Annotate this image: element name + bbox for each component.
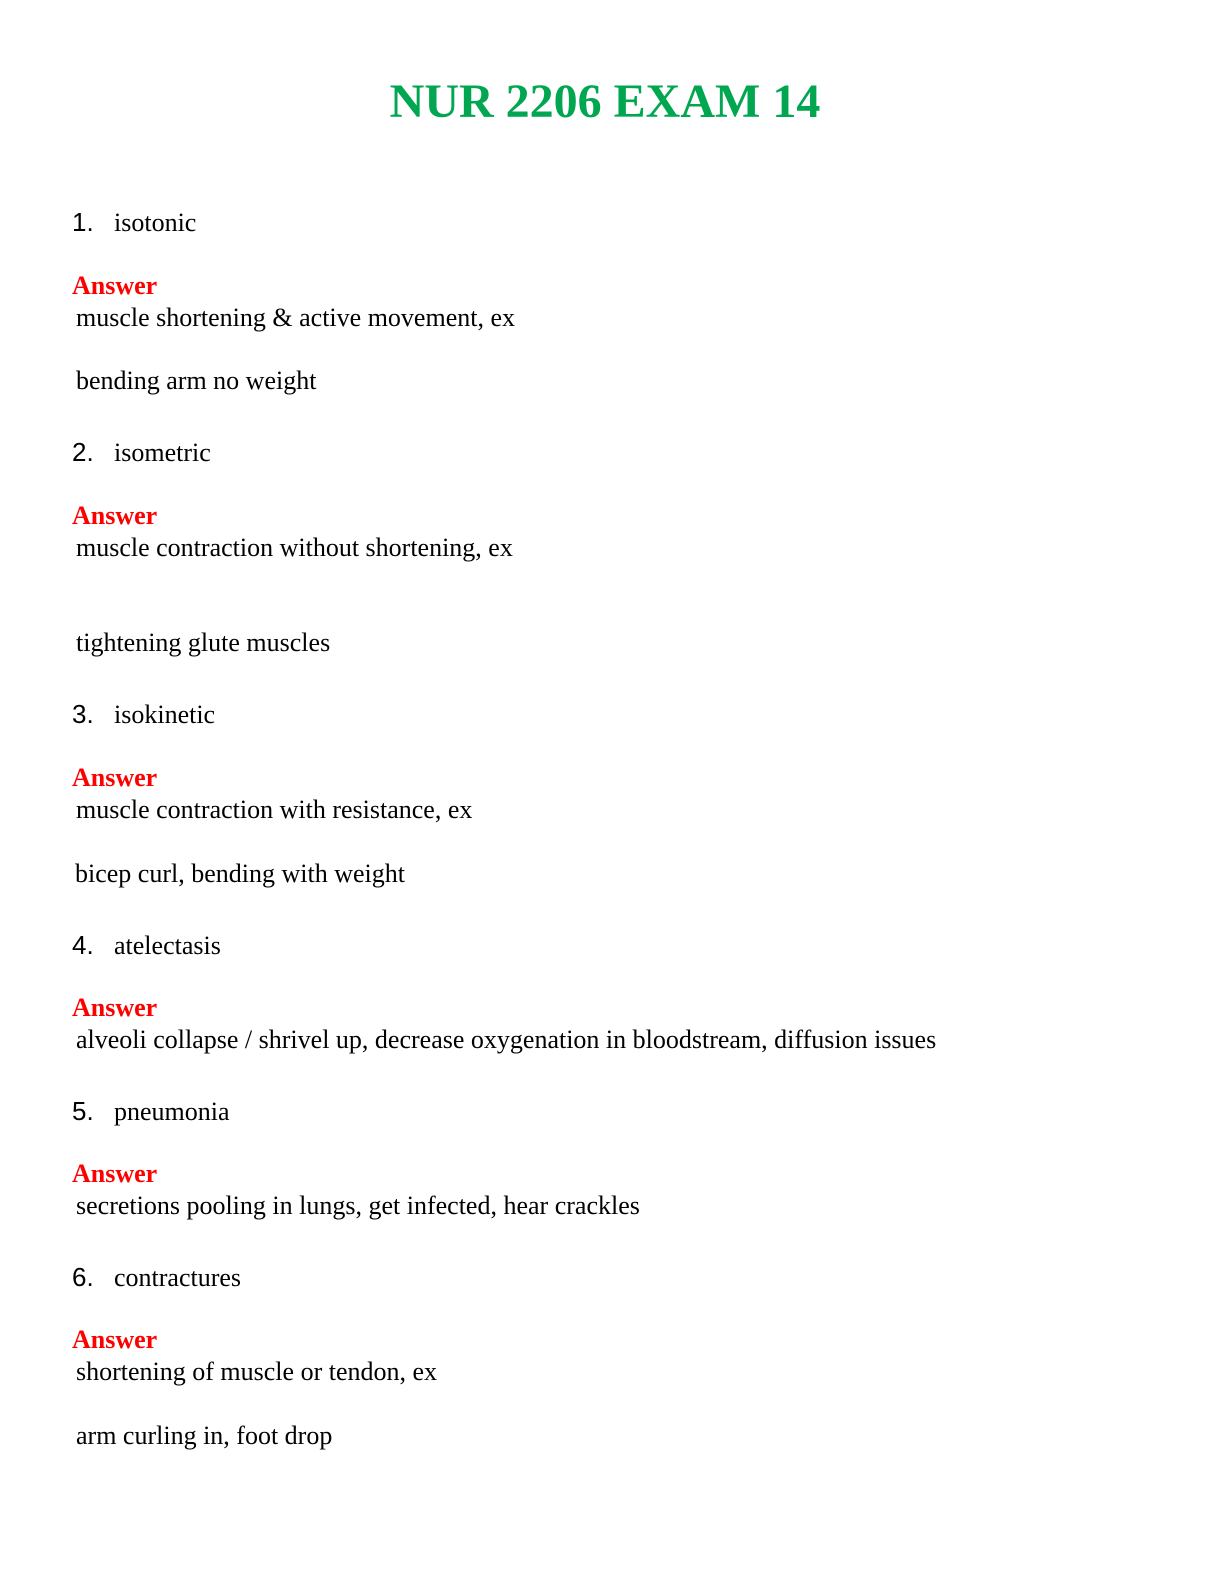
question-term: isometric — [114, 438, 211, 467]
answer-line: tightening glute muscles — [76, 628, 331, 657]
answer-label: Answer — [72, 763, 158, 792]
question-term: pneumonia — [114, 1097, 230, 1126]
answer-line: bending arm no weight — [76, 366, 317, 395]
question-term: isotonic — [114, 208, 197, 237]
answer-line: bicep curl, bending with weight — [75, 859, 405, 888]
question-number: 5. — [72, 1096, 94, 1126]
page-title: NUR 2206 EXAM 14 — [389, 75, 821, 128]
question-1 — [72, 206, 196, 239]
question-term: isokinetic — [114, 700, 216, 729]
question-number: 1. — [72, 207, 94, 237]
answer-line: muscle shortening & active movement, ex — [76, 303, 515, 332]
answer-label: Answer — [72, 501, 158, 530]
question-4 — [72, 929, 221, 962]
answer-label: Answer — [72, 1159, 158, 1188]
question-2 — [72, 436, 211, 469]
question-3 — [72, 698, 215, 731]
question-number: 4. — [72, 930, 94, 960]
answer-line: shortening of muscle or tendon, ex — [76, 1357, 438, 1386]
answer-label: Answer — [72, 271, 158, 300]
answer-line: muscle contraction without shortening, ex — [76, 533, 513, 562]
question-5 — [72, 1095, 230, 1128]
answer-line: secretions pooling in lungs, get infected, hear crackles — [76, 1191, 640, 1220]
answer-line: alveoli collapse / shrivel up, decrease oxygenation in bloodstream, diffusion issues — [76, 1025, 937, 1054]
question-number: 3. — [72, 699, 94, 729]
answer-label: Answer — [72, 993, 158, 1022]
answer-label: Answer — [72, 1325, 158, 1354]
answer-line: muscle contraction with resistance, ex — [76, 795, 473, 824]
question-number: 6. — [72, 1262, 94, 1292]
answer-line: arm curling in, foot drop — [76, 1421, 333, 1450]
question-term: atelectasis — [114, 931, 221, 960]
question-number: 2. — [72, 437, 94, 467]
question-6 — [72, 1261, 241, 1294]
question-term: contractures — [114, 1263, 242, 1292]
